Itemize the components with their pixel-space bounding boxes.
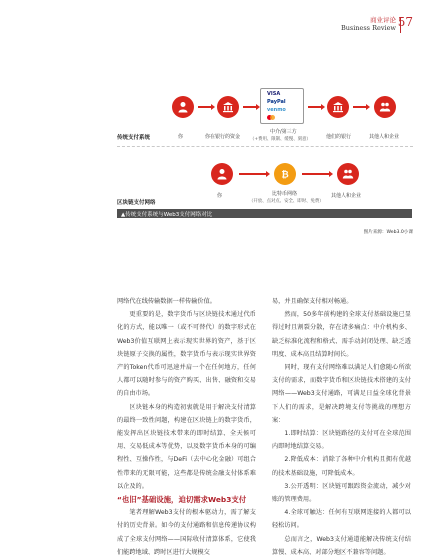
arrow-icon <box>243 106 257 108</box>
bank-icon <box>327 96 349 118</box>
other-bank-label: 他们的银行 <box>326 134 352 140</box>
blockchain-you-label: 你 <box>217 193 223 199</box>
traditional-recipient-label: 其他人和企业 <box>369 134 400 140</box>
bitcoin-network-note: （开放、点对点、安全、即时、免费） <box>249 199 324 204</box>
people-icon <box>374 96 396 118</box>
figure-source: 图片来源：Web3.0小课 <box>363 230 413 235</box>
paragraph: 同时，现有支付网络难以满足人们愈随心所欲支付的需求，而数字货币和区块链技术搭建的支付网络——Web3支付通路，可满足日益全球化背景下人们的需求，是解决跨境支付等挑战的理想方案： <box>272 364 411 424</box>
list-item: 1.即时结算：区块链路径的支付可在全球范围内即时地结算交易。 <box>272 430 411 451</box>
intermediary-note: （+费用、限制、缓慢、刻意） <box>250 137 311 142</box>
arrow-icon <box>198 106 212 108</box>
figure-caption: ▲传统支付系统与Web3支付网络对比 <box>121 212 213 218</box>
traditional-you-label: 你 <box>178 134 184 140</box>
paragraph: 网络代在线传输数据一样传输价值。 <box>117 298 216 305</box>
paragraph: 总而言之，Web3支付通道能解决传统支付结算慢、成本高、对部分地区不兼容等问题。 <box>272 535 411 556</box>
arrow-icon <box>239 173 267 175</box>
paragraph: 笔者理解Web3支付的根本驱动力，需了解支付的历史背景。如今的支付通路和信息传递协议构成了全球支付网络——国际收付清算体系，它使我们能跨地域、跨时区进行大规模交 <box>117 509 256 556</box>
bitcoin-network-label: 比特币网络 <box>272 191 298 197</box>
list-item: 3.公开透明：区块链可跟踪资金流动，减少对账的管理费用。 <box>272 482 411 504</box>
page-number: 57 <box>397 15 413 29</box>
your-bank-label: 你在银行的资金 <box>205 134 241 140</box>
article-column-right <box>272 295 411 559</box>
visa-logo: VISA <box>267 91 281 97</box>
paypal-logo: PayPal <box>267 99 286 105</box>
blockchain-recipient-label: 其他人和企业 <box>331 193 362 199</box>
magazine-name-cn: 商业评论 <box>370 16 396 24</box>
person-icon <box>211 163 233 185</box>
arrow-icon <box>308 106 322 108</box>
mastercard-icon <box>267 115 274 120</box>
svg-text:₿: ₿ <box>281 170 289 180</box>
traditional-row-label: 传统支付系统 <box>117 135 151 141</box>
row-divider <box>117 146 413 147</box>
bitcoin-icon <box>274 163 296 185</box>
person-icon <box>172 96 194 118</box>
arrow-icon <box>353 106 367 108</box>
header-text <box>341 16 396 32</box>
list-item: 2.降低成本：消除了各种中介机构且拥有优越的技术基础设施，可降低成本。 <box>272 456 411 477</box>
magazine-name-en: Business Review <box>340 24 396 32</box>
intermediary-label: 中介/第三方 <box>270 129 297 135</box>
people-icon <box>337 163 359 185</box>
article-column-left <box>117 295 256 559</box>
blockchain-row-label: 区块链支付网络 <box>117 200 156 206</box>
paragraph: 然而，50多年前构建的全球支付基础设施已显得过时且割裂分散，存在诸多痛点：中介机构多、缺乏标准化流程和格式、需手动封闭处理、缺乏透明度、成本高且结算时间长。 <box>272 311 411 358</box>
paragraph: 区块链本身的构造初衷就是用于解决支付清算的最终一致性问题，构建在区块链上的数字货币，能发挥出区块链技术带来的即时结算、全天候可用、交易低成本等优势，以及数字货币本身的可编程性、互操作性，与DeFi（去中心化金融）可组合性带来的无限可能，这些都是传统金融支付体系难以企及的。 <box>117 403 256 490</box>
arrow-icon <box>302 173 330 175</box>
intermediary-payment-box <box>260 88 304 124</box>
paragraph: 易，并且确保支付相对畅通。 <box>272 298 353 305</box>
paragraph: 更重要的是，数字货币与区块链技术通过代币化的方式，能以唯一（或不可替代）的数字形式在Web3价值互联网上表示现实世界的资产，基于区块链原子交换的属性，数字货币与表示现实世界资产的Token代币可迅速并肩一个在任何地方，任何人都可以随时参与的资产购买、出售、融资和交易的自由市场。 <box>117 311 256 398</box>
section-title: “也旧”基础设施，迫切需求Web3支付 <box>117 495 247 505</box>
venmo-logo: venmo <box>267 107 286 113</box>
bank-icon <box>217 96 239 118</box>
figure-caption-bar <box>117 209 412 218</box>
list-item: 4.全球可触达：任何有互联网连接的人都可以轻松访问。 <box>272 509 411 530</box>
